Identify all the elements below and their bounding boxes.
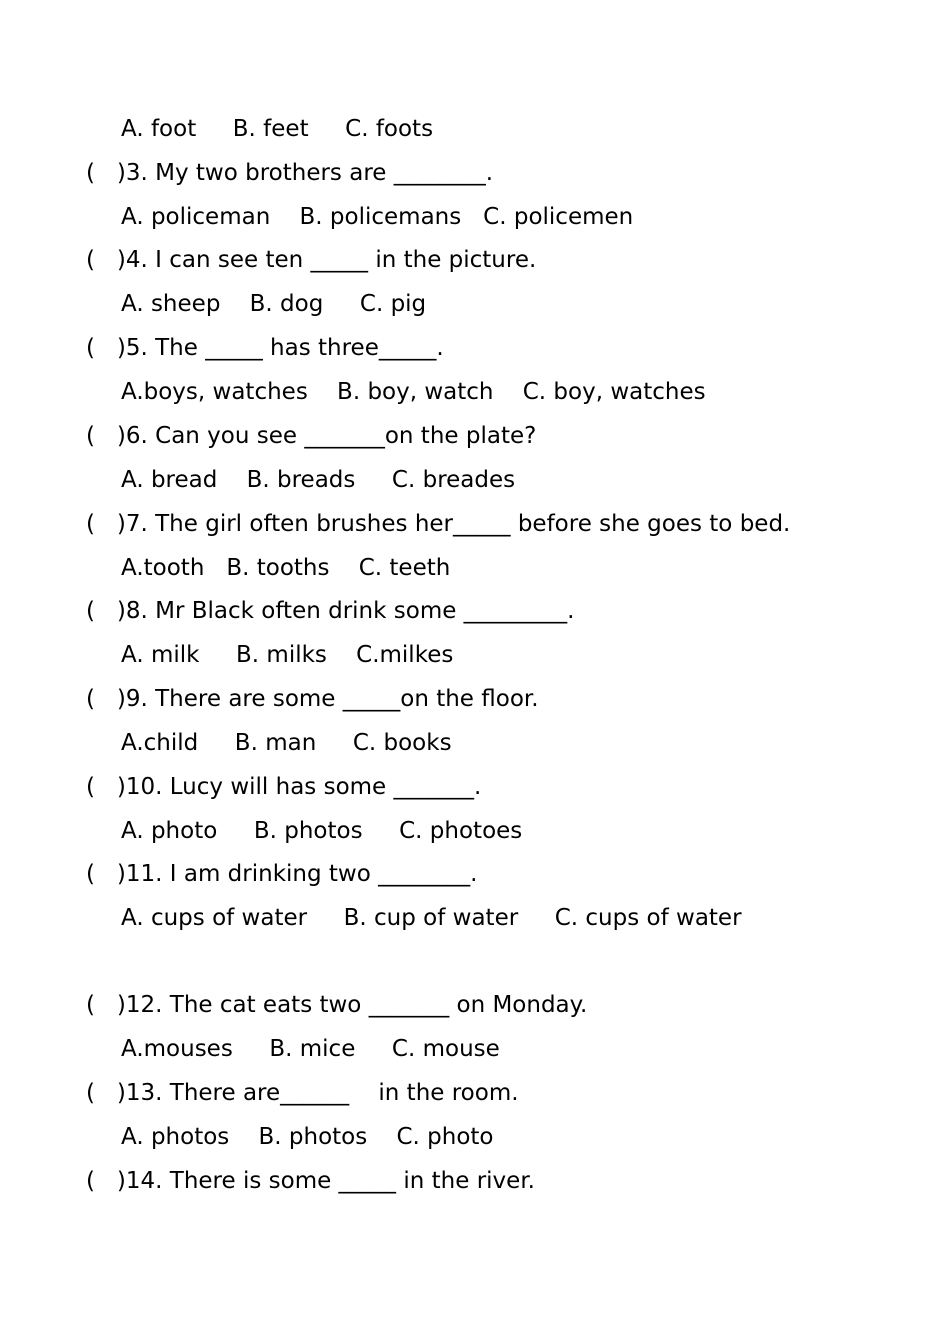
question-3: ( )3. My two brothers are ________. <box>86 160 494 186</box>
options-line-13: A. photos B. photos C. photo <box>121 1124 494 1150</box>
question-6: ( )6. Can you see _______on the plate? <box>86 423 537 449</box>
question-4: ( )4. I can see ten _____ in the picture. <box>86 247 537 273</box>
question-14: ( )14. There is some _____ in the river. <box>86 1168 535 1194</box>
options-line-9: A.child B. man C. books <box>121 730 452 756</box>
question-10: ( )10. Lucy will has some _______. <box>86 774 482 800</box>
question-8: ( )8. Mr Black often drink some _________. <box>86 598 575 624</box>
question-5: ( )5. The _____ has three_____. <box>86 335 444 361</box>
options-line-12: A.mouses B. mice C. mouse <box>121 1036 500 1062</box>
options-line-7: A.tooth B. tooths C. teeth <box>121 555 451 581</box>
options-line-2: A. foot B. feet C. foots <box>121 116 434 142</box>
options-line-8: A. milk B. milks C.milkes <box>121 642 454 668</box>
question-7: ( )7. The girl often brushes her_____ before she goes to bed. <box>86 511 791 537</box>
options-line-11: A. cups of water B. cup of water C. cups of water <box>121 905 742 931</box>
question-12: ( )12. The cat eats two _______ on Monday. <box>86 992 588 1018</box>
options-line-4: A. sheep B. dog C. pig <box>121 291 427 317</box>
options-line-5: A.boys, watches B. boy, watch C. boy, watches <box>121 379 706 405</box>
options-line-3: A. policeman B. policemans C. policemen <box>121 204 634 230</box>
question-13: ( )13. There are______ in the room. <box>86 1080 519 1106</box>
question-9: ( )9. There are some _____on the floor. <box>86 686 539 712</box>
options-line-10: A. photo B. photos C. photoes <box>121 818 523 844</box>
question-11: ( )11. I am drinking two ________. <box>86 861 478 887</box>
options-line-6: A. bread B. breads C. breades <box>121 467 516 493</box>
